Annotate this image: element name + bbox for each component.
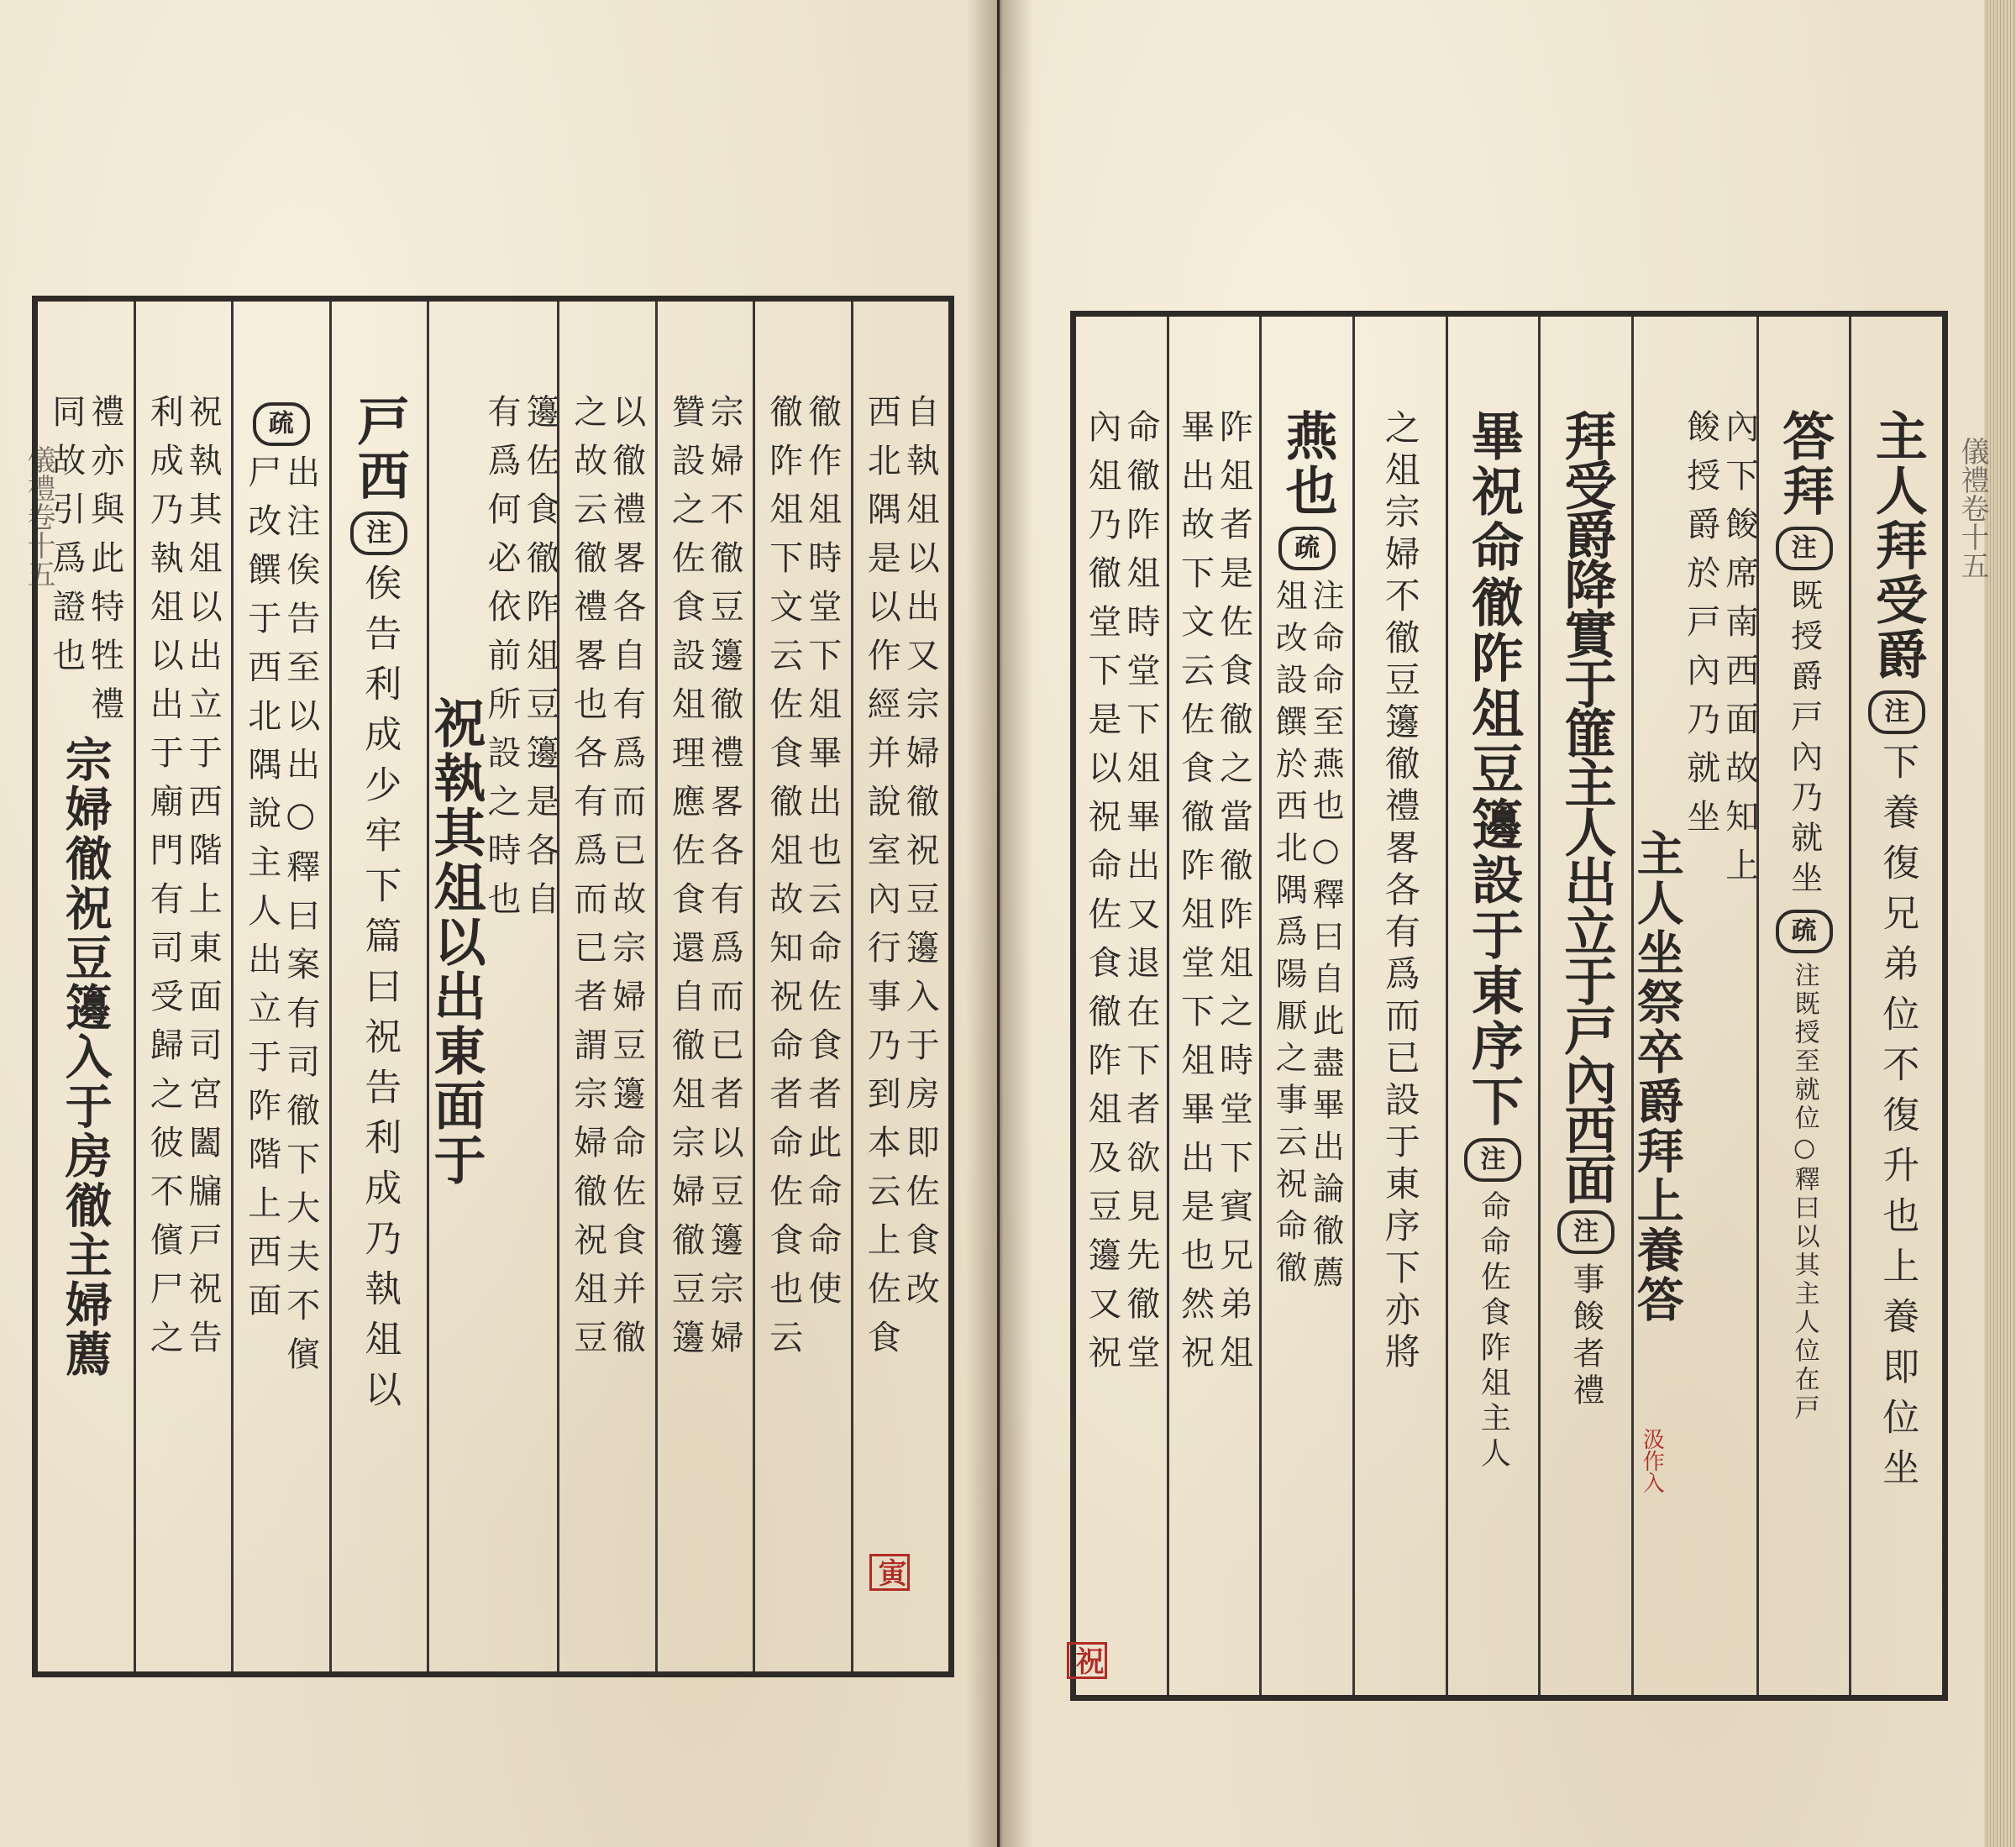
red-seal-stamp: 寅 <box>869 1554 910 1591</box>
main-text: 答拜 <box>1773 409 1835 518</box>
main-text: 祝執其俎以出東面于 <box>425 696 486 1188</box>
book-gutter <box>966 0 1033 1847</box>
main-text: 宗婦徹祝豆籩入于房徹主婦薦 <box>57 735 113 1379</box>
text-column <box>329 302 428 1671</box>
text-column <box>427 302 557 1671</box>
main-text: 戸西 <box>349 394 411 503</box>
text-column <box>231 302 329 1671</box>
commentary-line: 有爲何必依前所設之時也 <box>482 394 521 930</box>
right-columns <box>1076 317 1942 1695</box>
commentary-line: 以徹禮畧各自有爲而已故宗婦豆籩命佐食并徹 <box>606 394 646 1368</box>
commentary-line: 尸改饌于西北隅說主人出立于阼階上西面 <box>242 454 281 1331</box>
annotation-mark: 注 <box>1557 1210 1614 1254</box>
annotation-mark: 注 <box>1868 690 1925 734</box>
main-text: 燕也 <box>1277 409 1339 518</box>
text-column <box>1756 317 1850 1695</box>
commentary-line: 籩佐食徹阼俎豆籩是各自 <box>521 394 559 930</box>
text-column <box>851 302 949 1671</box>
main-text: 拜受爵降實于篚主人出立于戸內西面 <box>1555 409 1617 1202</box>
commentary-line: 利成乃執俎以出于廟門有司受歸之彼不儐尸之 <box>144 394 184 1368</box>
commentary-line: 宗婦不徹豆籩徹禮畧各有爲而已者以豆籩宗婦 <box>705 394 744 1368</box>
text-column <box>38 302 134 1671</box>
left-margin-title: 儀禮卷十五 <box>22 445 55 588</box>
main-text: 畢祝命徹阼俎豆籩設于東序下 <box>1462 409 1525 1130</box>
text-column <box>557 302 655 1671</box>
commentary-line: 命命佐食阼俎主人 <box>1476 1190 1511 1472</box>
commentary-line: 事餕者禮 <box>1567 1262 1604 1410</box>
commentary-line: 阼俎者是佐食徹之當徹阼俎之時堂下賓兄弟俎 <box>1214 409 1253 1383</box>
red-seal-stamp: 祝 <box>1067 1642 1107 1679</box>
commentary-line: 俟告利成少牢下篇曰祝告利成乃執俎以 <box>358 564 402 1420</box>
text-column <box>134 302 232 1671</box>
annotation-mark: 疏 <box>1278 527 1336 570</box>
text-column <box>1446 317 1539 1695</box>
commentary-line: 禮亦與此特牲禮 <box>85 394 124 735</box>
main-text: 主人拜受爵 <box>1866 409 1929 682</box>
page-fore-edge <box>1984 0 2016 1847</box>
commentary-line: 既授爵戸內乃就坐 <box>1785 579 1823 901</box>
commentary-line: 之俎宗婦不徹豆籩徹禮畧各有爲而已設于東序下亦將 <box>1379 409 1421 1375</box>
commentary-line: 祝執其俎以出立于西階上東面司宮闔牖戸祝告 <box>183 394 223 1368</box>
right-text-frame <box>1070 311 1948 1701</box>
left-text-frame <box>32 296 954 1677</box>
commentary-line: 徹作俎時堂下俎畢出也云命佐食者此命命使 <box>802 394 842 1320</box>
commentary-line: 俎改設饌於西北隅爲陽厭之事云祝命徹 <box>1270 579 1308 1293</box>
commentary-line: 餕授爵於戸內乃就坐 <box>1681 409 1720 847</box>
annotation-mark: 疏 <box>1776 910 1833 953</box>
annotation-mark: 注 <box>350 512 407 555</box>
commentary-line: 出注俟告至以出○釋曰案有司徹下大夫不儐 <box>281 454 320 1385</box>
commentary-line: 畢出故下文云佐食徹阼俎堂下俎畢出是也然祝 <box>1175 409 1215 1383</box>
commentary-line: 命徹阼俎時堂下俎畢出又退在下者欲見先徹堂 <box>1121 409 1160 1383</box>
left-columns <box>38 302 948 1671</box>
commentary-line: 同故引爲證也 <box>46 394 86 686</box>
commentary-line: 贊設之佐食設俎理應佐食還自徹俎宗婦徹豆籩 <box>666 394 706 1368</box>
main-text: 主人坐祭卒爵拜上養答 <box>1629 829 1685 1325</box>
text-column <box>1167 317 1260 1695</box>
commentary-line: 注既授至就位○釋曰以其主人位在戸 <box>1789 962 1819 1423</box>
annotation-mark: 疏 <box>253 402 310 446</box>
commentary-line: 內下餕席南西面故知上 <box>1719 409 1759 896</box>
commentary-line: 之故云徹禮畧也各有爲而已者謂宗婦徹祝俎豆 <box>568 394 607 1368</box>
text-column <box>1352 317 1446 1695</box>
right-margin-title: 儀禮卷十五 <box>1956 437 1989 580</box>
text-column <box>1538 317 1631 1695</box>
commentary-line: 內俎乃徹堂下是以祝命佐食徹阼俎及豆籩又祝 <box>1082 409 1121 1383</box>
text-column <box>1849 317 1942 1695</box>
red-handwritten-note: 汲作入 <box>1639 1428 1665 1493</box>
commentary-line: 徹阼俎下文云佐食徹俎故知祝命者命佐食也云 <box>764 394 803 1368</box>
annotation-mark: 注 <box>1464 1138 1521 1182</box>
annotation-mark: 注 <box>1776 527 1833 570</box>
text-column <box>1259 317 1352 1695</box>
commentary-line: 下養復兄弟位不復升也上養即位坐 <box>1876 742 1919 1498</box>
commentary-line: 自執俎以出又宗婦徹祝豆籩入于房即佐食改 <box>900 394 940 1320</box>
text-column <box>753 302 851 1671</box>
commentary-line: 西北隅是以作經并說室內行事乃到本云上佐食 <box>862 394 901 1368</box>
text-column <box>655 302 753 1671</box>
text-column <box>1076 317 1167 1695</box>
commentary-line: 注命命至燕也○釋曰自此盡畢出論徹薦 <box>1307 579 1345 1298</box>
